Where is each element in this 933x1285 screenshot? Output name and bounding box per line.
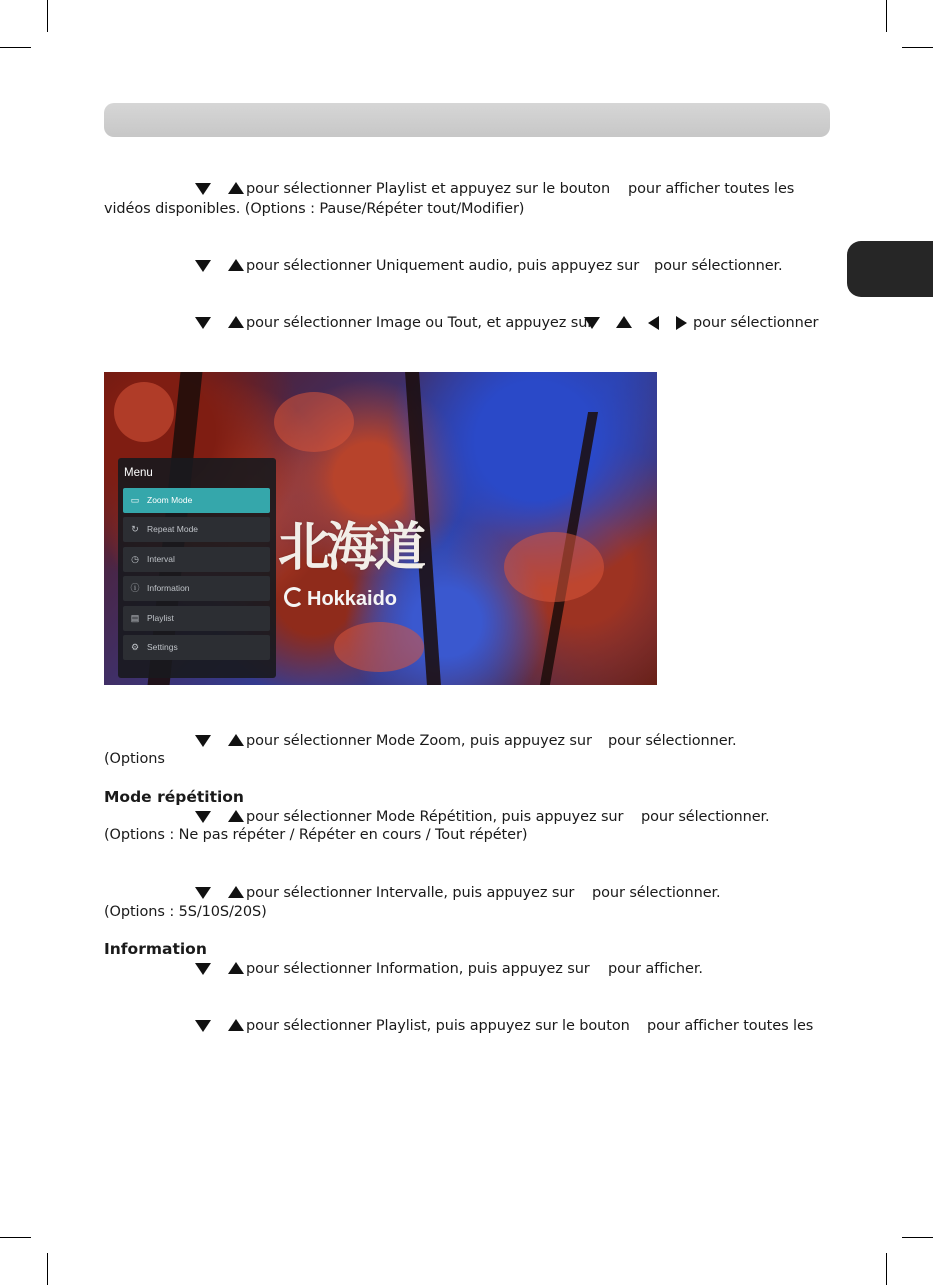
up-arrow-icon [228,316,244,328]
crop-mark [886,0,887,32]
up-arrow-icon [228,259,244,271]
menu-item-repeat-mode[interactable] [123,517,270,542]
heading-repeat-mode: Mode répétition [104,788,244,806]
language-tab [847,241,933,297]
foliage [274,392,354,452]
right-arrow-icon [676,316,687,330]
crop-mark [0,1237,31,1238]
left-arrow-icon [648,316,659,330]
section-header-bar [104,103,830,137]
foliage [114,382,174,442]
down-arrow-icon [195,317,211,329]
menu-item-label: Zoom Mode [147,495,193,505]
step-text-end: pour sélectionner. [654,258,783,274]
menu-item-information[interactable] [123,576,270,601]
step-text: pour sélectionner Uniquement audio, puis appuyez sur [246,258,640,274]
up-arrow-icon [228,810,244,822]
step-zoom [104,732,830,750]
repeat-icon: ↻ [131,524,139,534]
brand-logo [284,587,397,611]
up-arrow-icon [228,182,244,194]
crop-mark [902,1237,933,1238]
menu-item-label: Information [147,583,190,593]
up-arrow-icon [616,316,632,328]
down-arrow-icon [195,183,211,195]
step-text: pour sélectionner Image ou Tout, et appuyez sur [246,315,594,331]
menu-item-zoom-mode[interactable] [123,488,270,513]
step-options: (Options [104,751,165,767]
menu-item-label: Repeat Mode [147,524,199,534]
menu-item-label: Playlist [147,613,174,623]
zoom-icon: ▭ [130,495,140,505]
brand-logo-icon [284,587,304,607]
crop-mark [47,1253,48,1285]
menu-item-interval[interactable] [123,547,270,572]
down-arrow-icon [195,735,211,747]
foliage [334,622,424,672]
step-options: (Options : Ne pas répéter / Répéter en cours / Tout répéter) [104,827,528,843]
step-text-end: pour afficher toutes les [628,181,795,197]
settings-icon: ⚙ [130,642,140,652]
down-arrow-icon [195,260,211,272]
menu-item-playlist[interactable] [123,606,270,631]
up-arrow-icon [228,886,244,898]
menu-item-label: Interval [147,554,175,564]
crop-mark [902,47,933,48]
crop-mark [0,47,31,48]
step-options: (Options : 5S/10S/20S) [104,904,267,920]
clock-icon: ◷ [131,554,139,564]
step-text: pour sélectionner Mode Répétition, puis appuyez sur [246,809,624,825]
step-text-end: pour afficher. [608,961,703,977]
calligraphy-text: 北海道 [278,517,423,578]
step-text: pour sélectionner Information, puis appuyez sur [246,961,590,977]
heading-information: Information [104,940,207,958]
foliage [504,532,604,602]
step-playlist-bottom [104,1017,830,1035]
down-arrow-icon [584,317,600,329]
down-arrow-icon [195,887,211,899]
step-repeat [104,808,830,826]
playlist-icon: ▤ [130,613,140,623]
step-text: pour sélectionner Mode Zoom, puis appuyez sur [246,733,592,749]
step-text-end: pour sélectionner [693,315,819,331]
menu-title: Menu [124,467,153,479]
up-arrow-icon [228,1019,244,1031]
info-icon: ⓘ [130,583,140,593]
crop-mark [47,0,48,32]
menu-item-label: Settings [147,642,178,652]
step-information [104,960,830,978]
step-text-end: pour sélectionner. [608,733,737,749]
step-audio-only [104,257,830,275]
up-arrow-icon [228,734,244,746]
up-arrow-icon [228,962,244,974]
down-arrow-icon [195,1020,211,1032]
step-text: pour sélectionner Playlist et appuyez sur le bouton [246,181,611,197]
step-text-end: pour afficher toutes les [647,1018,814,1034]
step-text: pour sélectionner Playlist, puis appuyez sur le bouton [246,1018,630,1034]
step-playlist-top [104,180,830,198]
step-text-end: pour sélectionner. [592,885,721,901]
crop-mark [886,1253,887,1285]
menu-item-settings[interactable] [123,635,270,660]
step-interval [104,884,830,902]
osd-menu [118,458,276,678]
step-options: vidéos disponibles. (Options : Pause/Répéter tout/Modifier) [104,201,525,217]
step-image-all [104,314,830,332]
brand-name: Hokkaido [307,588,398,610]
down-arrow-icon [195,963,211,975]
tv-screenshot-figure [104,372,657,685]
down-arrow-icon [195,811,211,823]
step-text-end: pour sélectionner. [641,809,770,825]
step-text: pour sélectionner Intervalle, puis appuyez sur [246,885,575,901]
